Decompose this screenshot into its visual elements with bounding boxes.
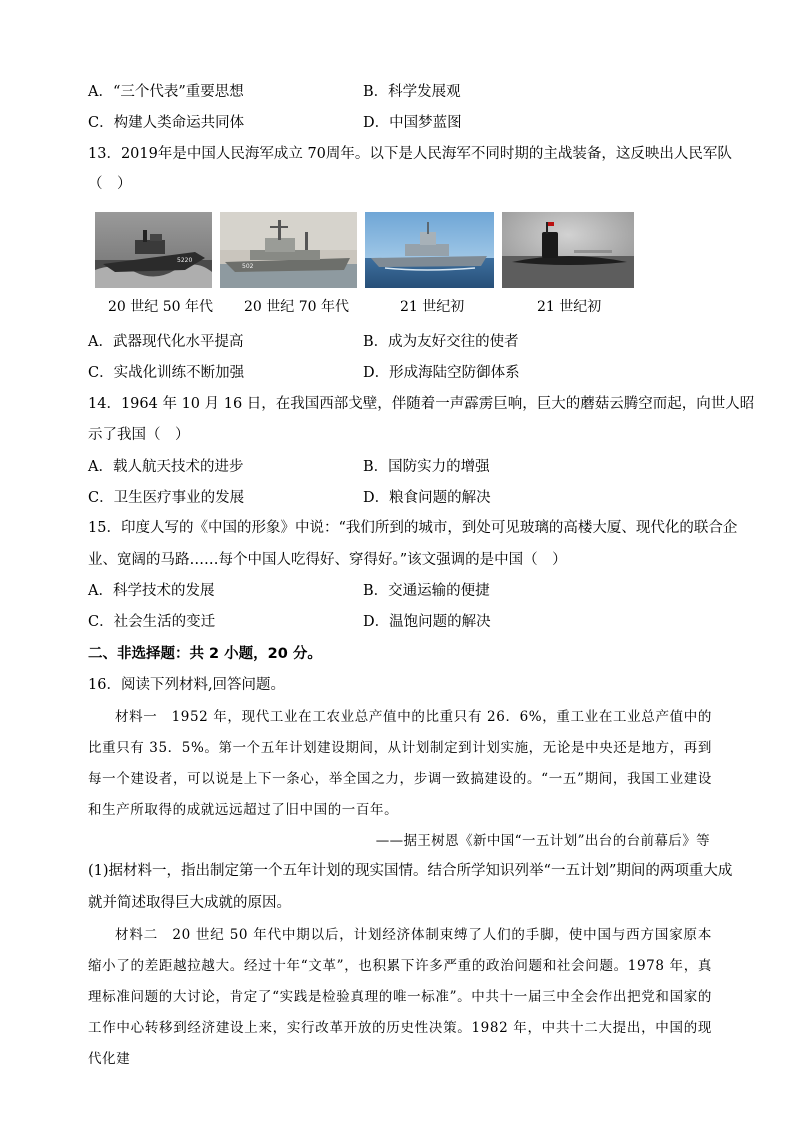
q13-option-d[interactable]: D．形成海陆空防御体系: [363, 365, 520, 381]
q13-stem-blank: （ ）: [88, 176, 132, 192]
q15-option-b[interactable]: B．交通运输的便捷: [363, 583, 490, 599]
q15-option-c[interactable]: C．社会生活的变迁: [88, 614, 216, 630]
hull-number: 502: [242, 263, 254, 270]
q13-option-b[interactable]: B．成为友好交往的使者: [363, 334, 519, 350]
material-one: [88, 702, 712, 826]
q12-option-c[interactable]: C．构建人类命运共同体: [88, 115, 245, 131]
material-two: [88, 920, 712, 1075]
q16-stem: 16．阅读下列材料,回答问题。: [88, 677, 286, 693]
q14-stem-cont: 示了我国（ ）: [88, 427, 190, 443]
submarine-photo: [502, 212, 634, 288]
hull-number: 5220: [177, 257, 193, 264]
q14-option-b[interactable]: B．国防实力的增强: [363, 459, 490, 475]
q14-stem: 14．1964 年 10 月 16 日，在我国西部戈壁，伴随着一声霹雳巨响，巨大的蘑菇云腾空而起，向世人昭: [88, 396, 755, 412]
q13-option-c[interactable]: C．实战化训练不断加强: [88, 365, 245, 381]
image-caption: 21 世纪初: [537, 299, 602, 315]
material-source: ——据王树恩《新中国“一五计划”出台的台前幕后》等: [375, 833, 710, 849]
frigate-photo: [220, 212, 357, 288]
q12-option-a[interactable]: A．“三个代表”重要思想: [88, 84, 244, 100]
frigate-icon: [220, 212, 357, 288]
material-one-text: 材料一 1952 年，现代工业在工农业总产值中的比重只有 26．6%，重工业在工业总产值中的比重只有 35．5%。第一个五年计划建设期间，从计划制定到计划实施，无论是中央还是地方，再到每一个建设者，可以说是上下一条心，举全国之力，步调一致搞建设的。“一五”期间，我国工业建设和生产所取得的成就远远超过了旧中国的一百年。: [88, 709, 712, 818]
section-title: 二、非选择题：共 2 小题，20 分。: [88, 646, 322, 662]
patrol-boat-icon: [95, 212, 212, 288]
q15-stem-cont: 业、宽阔的马路……每个中国人吃得好、穿得好。”该文强调的是中国（ ）: [88, 552, 567, 568]
q12-option-b[interactable]: B．科学发展观: [363, 84, 461, 100]
patrol-boat-photo: [95, 212, 212, 288]
material-two-text: 材料二 20 世纪 50 年代中期以后，计划经济体制束缚了人们的手脚，使中国与西方国家原本缩小了的差距越拉越大。经过十年“文革”，也积累下许多严重的政治问题和社会问题。1978 年，真理标准问题的大讨论，肯定了“实践是检验真理的唯一标准”。中共十一届三中全会作出把党和国家的工作中心转移到经济建设上来，实行改革开放的历史性决策。1982 年，中共十二大提出，中国的现代化建: [88, 927, 712, 1067]
q12-option-d[interactable]: D．中国梦蓝图: [363, 115, 462, 131]
q13-stem: 13．2019年是中国人民海军成立 70周年。以下是人民海军不同时期的主战装备，这反映出人民军队: [88, 146, 732, 162]
submarine-icon: [502, 212, 634, 288]
modern-destroyer-photo: [365, 212, 494, 288]
q16-subquestion-1-cont: 就并简述取得巨大成就的原因。: [88, 895, 291, 911]
q13-option-a[interactable]: A．武器现代化水平提高: [88, 334, 244, 350]
image-caption: 20 世纪 50 年代: [108, 299, 213, 315]
q15-stem: 15．印度人写的《中国的形象》中说：“我们所到的城市，到处可见玻璃的高楼大厦、现代化的联合企: [88, 520, 738, 536]
image-caption: 20 世纪 70 年代: [244, 299, 349, 315]
image-caption: 21 世纪初: [400, 299, 465, 315]
q14-option-c[interactable]: C．卫生医疗事业的发展: [88, 490, 245, 506]
q16-subquestion-1: (1)据材料一，指出制定第一个五年计划的现实国情。结合所学知识列举“一五计划”期间的两项重大成: [88, 863, 733, 879]
destroyer-icon: [365, 212, 494, 288]
q14-option-a[interactable]: A．载人航天技术的进步: [88, 459, 244, 475]
q15-option-a[interactable]: A．科学技术的发展: [88, 583, 215, 599]
q14-option-d[interactable]: D．粮食问题的解决: [363, 490, 491, 506]
q15-option-d[interactable]: D．温饱问题的解决: [363, 614, 491, 630]
